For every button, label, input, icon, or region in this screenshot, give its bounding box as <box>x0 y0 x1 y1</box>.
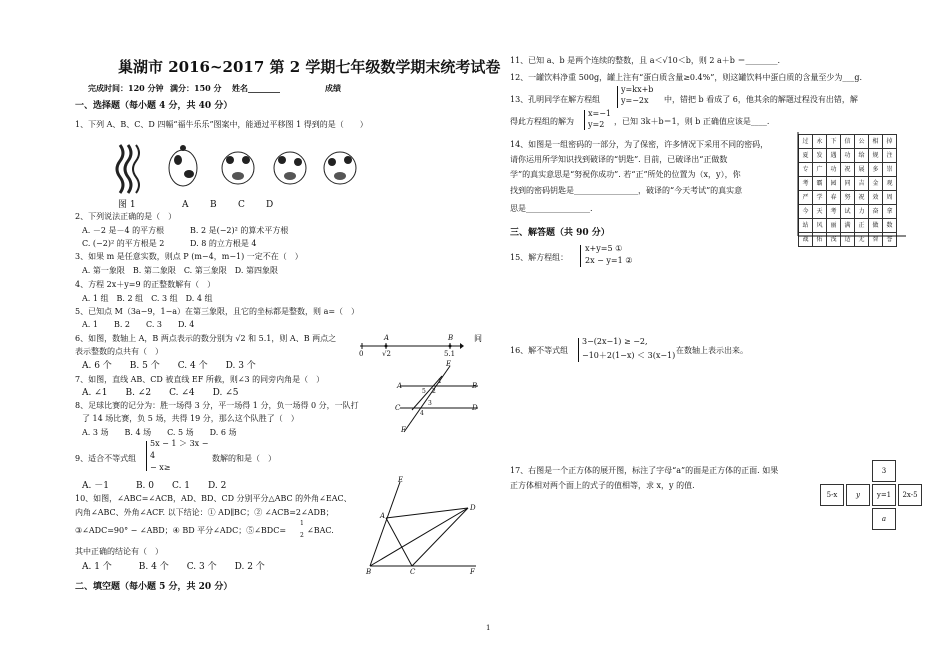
line-ac <box>386 518 412 566</box>
numline-label-b: B <box>448 334 454 342</box>
cipher-cell: 永 <box>813 135 827 149</box>
cipher-cell: 园 <box>827 177 841 191</box>
section-solve: 三、解答题（共 90 分） <box>510 228 610 238</box>
q13-text: 13、孔明同学在解方程组 <box>510 95 601 104</box>
cow-option-d-icon <box>324 152 356 184</box>
meta-time: 完成时间：120 分钟 <box>88 83 164 93</box>
cipher-cell: 相 <box>869 135 883 149</box>
cipher-cell: 春 <box>827 191 841 205</box>
q3-text: 3、如果 m 是任意实数，则点 P (m−4，m−1) 一定不在（ ） <box>75 252 303 261</box>
q16-brace <box>578 338 579 362</box>
q12-text: 12、一罐饮料净重 500g，罐上注有“蛋白质含量≥0.4%”，则这罐饮料中蛋白质的含量至少为___g. <box>510 73 862 82</box>
fig1-label: 图 1 <box>118 200 136 210</box>
cipher-cell: 遇 <box>827 149 841 163</box>
line-cd <box>412 508 468 566</box>
cipher-cell: 试 <box>841 205 855 219</box>
fig10-label-f: F <box>470 568 475 576</box>
cipher-cell: 信 <box>841 135 855 149</box>
q14-text-4: 找到的密码钥匙是________________，破译的“今天考试”的真实意 <box>510 186 743 195</box>
q15-sys-line1: x+y=5 ① <box>585 244 623 253</box>
cipher-cell: 力 <box>855 205 869 219</box>
cipher-cell: 霸 <box>813 177 827 191</box>
q13-brace <box>617 86 618 108</box>
q16-text-end: 在数轴上表示出来。 <box>676 346 748 355</box>
q10-frac-top: 1 <box>300 520 304 527</box>
q6-text-tail: 间 <box>474 334 482 343</box>
q9-brace <box>146 441 147 471</box>
cipher-cell: 专 <box>799 163 813 177</box>
q4-options: A. 1 组 B. 2 组 C. 3 组 D. 4 组 <box>82 294 213 303</box>
fig7-angle-2: 2 <box>432 388 436 395</box>
cipher-cell: 奋 <box>869 205 883 219</box>
q2-text: 2、下列说法正确的是（ ） <box>75 212 177 221</box>
cipher-cell: 金 <box>869 177 883 191</box>
q10-text-3: ③∠ADC=90° − ∠ABD；④ BD 平分∠ADC；⑤∠BDC= <box>75 526 287 535</box>
fig7-label-e: E <box>446 360 452 368</box>
cipher-cell: 站 <box>799 219 813 233</box>
q3-options: A. 第一象限 B. 第二象限 C. 第三象限 D. 第四象限 <box>82 266 278 275</box>
q10-text-2: 内角∠ABC、外角∠ACF. 以下结论：① AD∥BC；② ∠ACB=2∠ADB； <box>75 508 334 517</box>
section-fill-blank: 二、填空题（每小题 5 分，共 20 分） <box>75 582 233 592</box>
arrow-icon <box>460 343 464 349</box>
q14-text-5: 思是________________. <box>510 204 593 213</box>
meta-score: 满分：150 分 <box>170 83 222 93</box>
q15-sys-line2: 2x − y=1 ② <box>585 256 633 265</box>
option-b-label: B <box>210 200 217 210</box>
q9-sys-line2: 4 <box>150 451 156 460</box>
cow-option-b-icon <box>222 152 254 184</box>
q16-sys-line1: 3−(2x−1) ≥ −2, <box>582 337 648 346</box>
cipher-cell: 发 <box>813 149 827 163</box>
cipher-cell: 正 <box>855 219 869 233</box>
q13-solution-brace <box>584 110 585 130</box>
cipher-cell: 考 <box>827 205 841 219</box>
q7-options: A. ∠1 B. ∠2 C. ∠4 D. ∠5 <box>82 388 239 398</box>
fig7-label-b: B <box>472 382 478 390</box>
q1-text: 1、下列 A、B、C、D 四幅“福牛乐乐”图案中，能通过平移图 1 得到的是（ ） <box>75 120 368 129</box>
q8-text: 8、足球比赛的记分为：胜一场得 3 分，平一场得 1 分，负一场得 0 分，一队打 <box>75 401 359 410</box>
q10-text-4: 其中正确的结论有（ ） <box>75 547 163 556</box>
cipher-cell: 同 <box>841 177 855 191</box>
net-face-right: 2x-5 <box>898 484 922 506</box>
q14-text: 14、如图是一组密码的一部分，为了保密，许多情况下采用不同的密码， <box>510 140 769 149</box>
line-ea-b <box>370 482 400 566</box>
net-face-y: y <box>846 484 870 506</box>
numline-label-zero: 0 <box>359 350 364 358</box>
line-ad <box>386 508 468 518</box>
fig10-label-c: C <box>410 568 416 576</box>
q16-text: 16、解不等式组 <box>510 346 569 355</box>
q9-sys-line1: 5x − 1 ＞ 3x − <box>150 439 209 448</box>
q17-text: 17、右图是一个正方体的展开图，标注了字母“a”的面是正方体的正面. 如果 <box>510 466 779 475</box>
q13-text-2: 得此方程组的解为 <box>510 117 574 126</box>
fig7-label-f: F <box>401 426 406 434</box>
q10-text: 10、如图，∠ABC=∠ACB，AD、BD、CD 分别平分△ABC 的外角∠EAC、 <box>75 494 352 503</box>
cipher-cell: 下 <box>827 135 841 149</box>
q7-text: 7、如图，直线 AB、CD 被直线 EF 所截，则∠3 的同旁内角是（ ） <box>75 375 325 384</box>
net-face-left: 5-x <box>820 484 844 506</box>
q10-text-3-end: ∠BAC. <box>307 526 334 535</box>
cow-option-a-icon <box>169 145 197 186</box>
option-a-label: A <box>182 200 189 210</box>
point-a <box>385 345 388 348</box>
q2-option-b: B. 2 是(−2)² 的算术平方根 <box>190 226 289 235</box>
cipher-cell: 祝 <box>841 163 855 177</box>
q17-text-2: 正方体相对两个面上的式子的值相等，求 x，y 的值. <box>510 481 695 490</box>
cipher-cell: 观 <box>883 177 897 191</box>
cipher-cell: 佑 <box>813 233 827 247</box>
cipher-cell: 努 <box>841 191 855 205</box>
q9-text-mid: 数解的和是（ ） <box>212 454 276 463</box>
cipher-cell: 周 <box>883 191 897 205</box>
option-c-label: C <box>238 200 245 210</box>
cipher-cell: 过 <box>799 135 813 149</box>
q10-frac-bot: 2 <box>300 532 304 539</box>
line-ef <box>404 366 450 432</box>
q2-option-c: C. (−2)² 的平方根是 2 <box>82 239 165 248</box>
cube-net <box>818 458 924 532</box>
triangle-figure <box>364 478 480 574</box>
cipher-cell: 无 <box>855 233 869 247</box>
cipher-cell: 吉 <box>855 177 869 191</box>
q16-sys-line2: −10＋2(1−x) ＜ 3(x−1) <box>582 351 676 360</box>
fig7-label-a: A <box>397 382 403 390</box>
cipher-cell: 今 <box>799 205 813 219</box>
fig7-angle-5: 5 <box>422 388 426 395</box>
cipher-cell: 浅 <box>827 233 841 247</box>
cipher-axes <box>794 130 908 240</box>
net-face-top: 3 <box>872 460 896 482</box>
meta-result: 成绩 <box>325 83 341 93</box>
numline-label-a: A <box>384 334 390 342</box>
point-b <box>449 345 452 348</box>
q6-text: 6、如图，数轴上 A，B 两点表示的数分别为 √2 和 5.1，则 A、B 两点之 <box>75 334 337 343</box>
q14-text-2: 请你运用所学知识找到破译的“钥匙”. 目前，已破译出“正做数 <box>510 155 728 164</box>
meta-name: 姓名________ <box>232 83 280 93</box>
cipher-cell: 功 <box>841 149 855 163</box>
fig10-label-e: E <box>398 476 404 484</box>
figure1-icon <box>117 145 139 193</box>
fig7-angle-3: 3 <box>428 400 432 407</box>
q10-options: A. 1 个 B. 4 个 C. 3 个 D. 2 个 <box>82 562 265 572</box>
cipher-cell: 效 <box>869 191 883 205</box>
cipher-cell: 展 <box>855 163 869 177</box>
q2-option-d: D. 8 的立方根是 4 <box>190 239 257 248</box>
cipher-cell: 适 <box>841 233 855 247</box>
q13-text-mid: 中，错把 b 看成了 6，他其余的解题过程没有出错，解 <box>664 95 858 104</box>
q8-options: A. 3 场 B. 4 场 C. 5 场 D. 6 场 <box>82 428 237 437</box>
cipher-cell: 严 <box>799 191 813 205</box>
fig7-angle-4: 4 <box>420 410 424 417</box>
cipher-cell: 丽 <box>827 219 841 233</box>
cipher-cell: 风 <box>813 219 827 233</box>
q1-figures <box>110 140 370 198</box>
q15-text: 15、解方程组： <box>510 253 569 262</box>
cipher-cell: 誉 <box>883 233 897 247</box>
fig7-label-c: C <box>395 404 401 412</box>
option-d-label: D <box>266 200 274 210</box>
q13-text-2-end: ，已知 3k＋b＝1，则 b 正确值应该是____. <box>614 117 770 126</box>
q15-brace <box>580 245 581 267</box>
q11-text: 11、已知 a、b 是两个连续的整数，且 a＜√10＜b，则 2 a＋b ＝________. <box>510 56 781 65</box>
q13-sys-line1: y=kx+b <box>621 85 654 94</box>
numline-label-sqrt2: √2 <box>382 350 391 358</box>
section-choice: 一、选择题（每小题 4 分，共 40 分） <box>75 101 233 111</box>
q14-text-3: 学”的真实意思是“努祝你成功”. 若“正”所处的位置为（x，y），你 <box>510 170 741 179</box>
fig10-label-d: D <box>470 504 476 512</box>
q6-options: A. 6 个 B. 5 个 C. 4 个 D. 3 个 <box>82 361 256 371</box>
cipher-cell: 广 <box>813 163 827 177</box>
q9-options: A. －1 B. 0 C. 1 D. 2 <box>82 481 227 491</box>
cipher-cell: 做 <box>869 219 883 233</box>
cipher-cell: 战 <box>799 233 813 247</box>
parallel-lines-figure <box>392 362 482 434</box>
fig7-label-d: D <box>472 404 478 412</box>
cipher-cell: 规 <box>869 149 883 163</box>
cipher-cell: 多 <box>869 163 883 177</box>
q9-text: 9、适合不等式组 <box>75 454 137 463</box>
net-face-a: a <box>872 508 896 530</box>
q5-text: 5、已知点 M（3a−9，1−a）在第三象限，且它的坐标都是整数，则 a=（ ） <box>75 307 360 316</box>
net-face-center: y=1 <box>872 484 896 506</box>
fig10-label-a: A <box>380 512 386 520</box>
cipher-cell: 满 <box>841 219 855 233</box>
cipher-cell: 天 <box>813 205 827 219</box>
q9-sys-line3: − x≥ <box>150 463 171 472</box>
cipher-cell: 学 <box>813 191 827 205</box>
page-number: 1 <box>486 624 491 632</box>
page-title: 巢湖市 2016~2017 第 2 学期七年级数学期末统考试卷 <box>118 58 501 76</box>
cipher-cell: 夏 <box>799 149 813 163</box>
cow-option-c-icon <box>274 152 306 184</box>
cipher-cell: 智 <box>869 233 883 247</box>
cipher-cell: 注 <box>883 149 897 163</box>
cipher-cell: 公 <box>855 135 869 149</box>
q8-text-2: 了 14 场比赛，负 5 场，共得 19 分，那么这个队胜了（ ） <box>82 414 299 423</box>
cipher-cell: 数 <box>883 219 897 233</box>
cipher-cell: 拿 <box>883 205 897 219</box>
cipher-cell: 掉 <box>883 135 897 149</box>
q13-sol-line1: x=−1 <box>588 109 612 118</box>
fig7-angle-1: 1 <box>438 378 442 385</box>
q4-text: 4、方程 2x＋y=9 的正整数解有（ ） <box>75 280 216 289</box>
cube-net-figure <box>818 458 924 532</box>
numline-label-51: 5.1 <box>444 350 456 358</box>
cipher-cell: 考 <box>799 177 813 191</box>
q2-option-a: A. －2 是－4 的平方根 <box>82 226 165 235</box>
cipher-cell: 功 <box>827 163 841 177</box>
fig10-label-b: B <box>366 568 372 576</box>
cipher-cell: 给 <box>855 149 869 163</box>
q5-options: A. 1 B. 2 C. 3 D. 4 <box>82 320 195 329</box>
q13-sys-line2: y=−2x <box>621 96 649 105</box>
cipher-cell: 祝 <box>855 191 869 205</box>
q6-text-2: 表示整数的点共有（ ） <box>75 347 163 356</box>
q13-sol-line2: y=2 <box>588 120 605 129</box>
cipher-cell: 崇 <box>883 163 897 177</box>
